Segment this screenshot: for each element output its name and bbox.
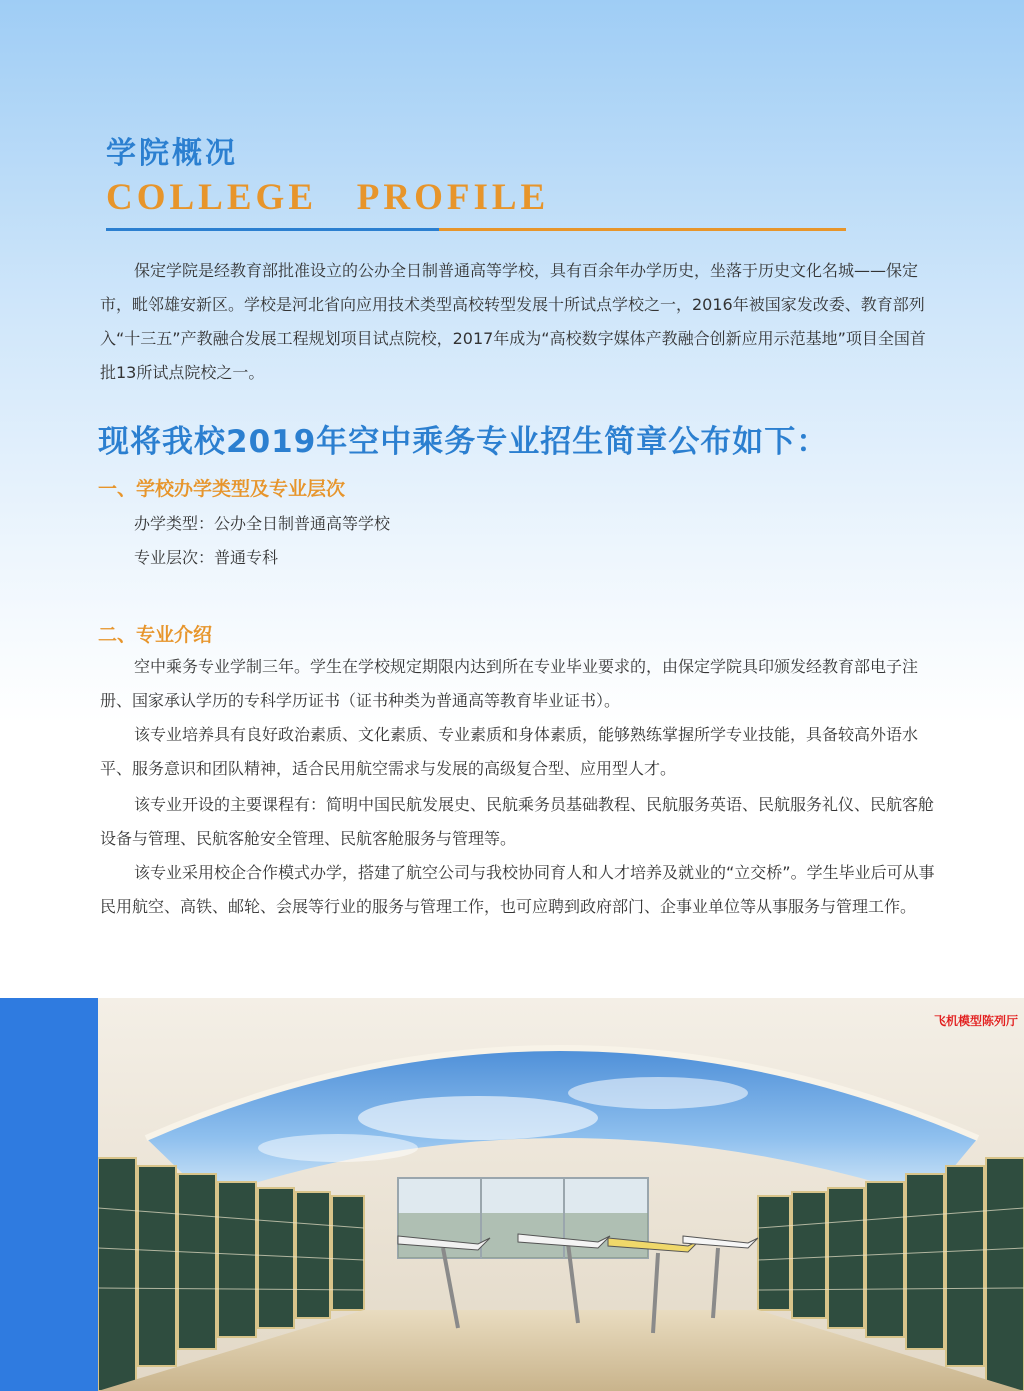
header-divider — [106, 228, 846, 231]
section2-paragraph-2: 该专业培养具有良好政治素质、文化素质、专业素质和身体素质，能够熟练掌握所学专业技能，具备较高外语水平、服务意识和团队精神，适合民用航空需求与发展的高级复合型、应用型人才。 — [100, 725, 919, 778]
section2-paragraph-4: 该专业采用校企合作模式办学，搭建了航空公司与我校协同育人和人才培养及就业的“立交桥”。学生毕业后可从事民用航空、高铁、邮轮、会展等行业的服务与管理工作，也可应聘到政府部门、企事业单位等从事服务与管理工作。 — [100, 863, 935, 916]
major-level-line: 专业层次：普通专科 — [134, 548, 279, 567]
hall-illustration — [98, 998, 1024, 1391]
intro-paragraph: 保定学院是经教育部批准设立的公办全日制普通高等学校，具有百余年办学历史，坐落于历史文化名城——保定市，毗邻雄安新区。学校是河北省向应用技术类型高校转型发展十所试点学校之一，2016年被国家发改委、教育部列入“十三五”产教融合发展工程规划项目试点院校，2017年成为“高校数字媒体产教融合创新应用示范基地”项目全国首批13所试点院校之一。 — [100, 261, 926, 382]
section2-title: 二、专业介绍 — [98, 624, 213, 646]
header-title-en: COLLEGE PROFILE — [106, 177, 550, 218]
exhibition-hall-photo — [98, 998, 1024, 1391]
header-title-cn: 学院概况 — [106, 136, 238, 171]
blue-side-strip — [0, 998, 98, 1391]
headline: 现将我校2019年空中乘务专业招生简章公布如下： — [98, 424, 829, 460]
school-type-line: 办学类型：公办全日制普通高等学校 — [134, 514, 391, 533]
section1-title: 一、学校办学类型及专业层次 — [98, 478, 346, 500]
section2-paragraph-1: 空中乘务专业学制三年。学生在学校规定期限内达到所在专业毕业要求的，由保定学院具印颁发经教育部电子注册、国家承认学历的专科学历证书（证书种类为普通高等教育毕业证书）。 — [100, 657, 919, 710]
section2-paragraph-3: 该专业开设的主要课程有：简明中国民航发展史、民航乘务员基础教程、民航服务英语、民航服务礼仪、民航客舱设备与管理、民航客舱安全管理、民航客舱服务与管理等。 — [100, 795, 935, 848]
photo-caption: 飞机模型陈列厅 — [933, 1014, 1018, 1028]
